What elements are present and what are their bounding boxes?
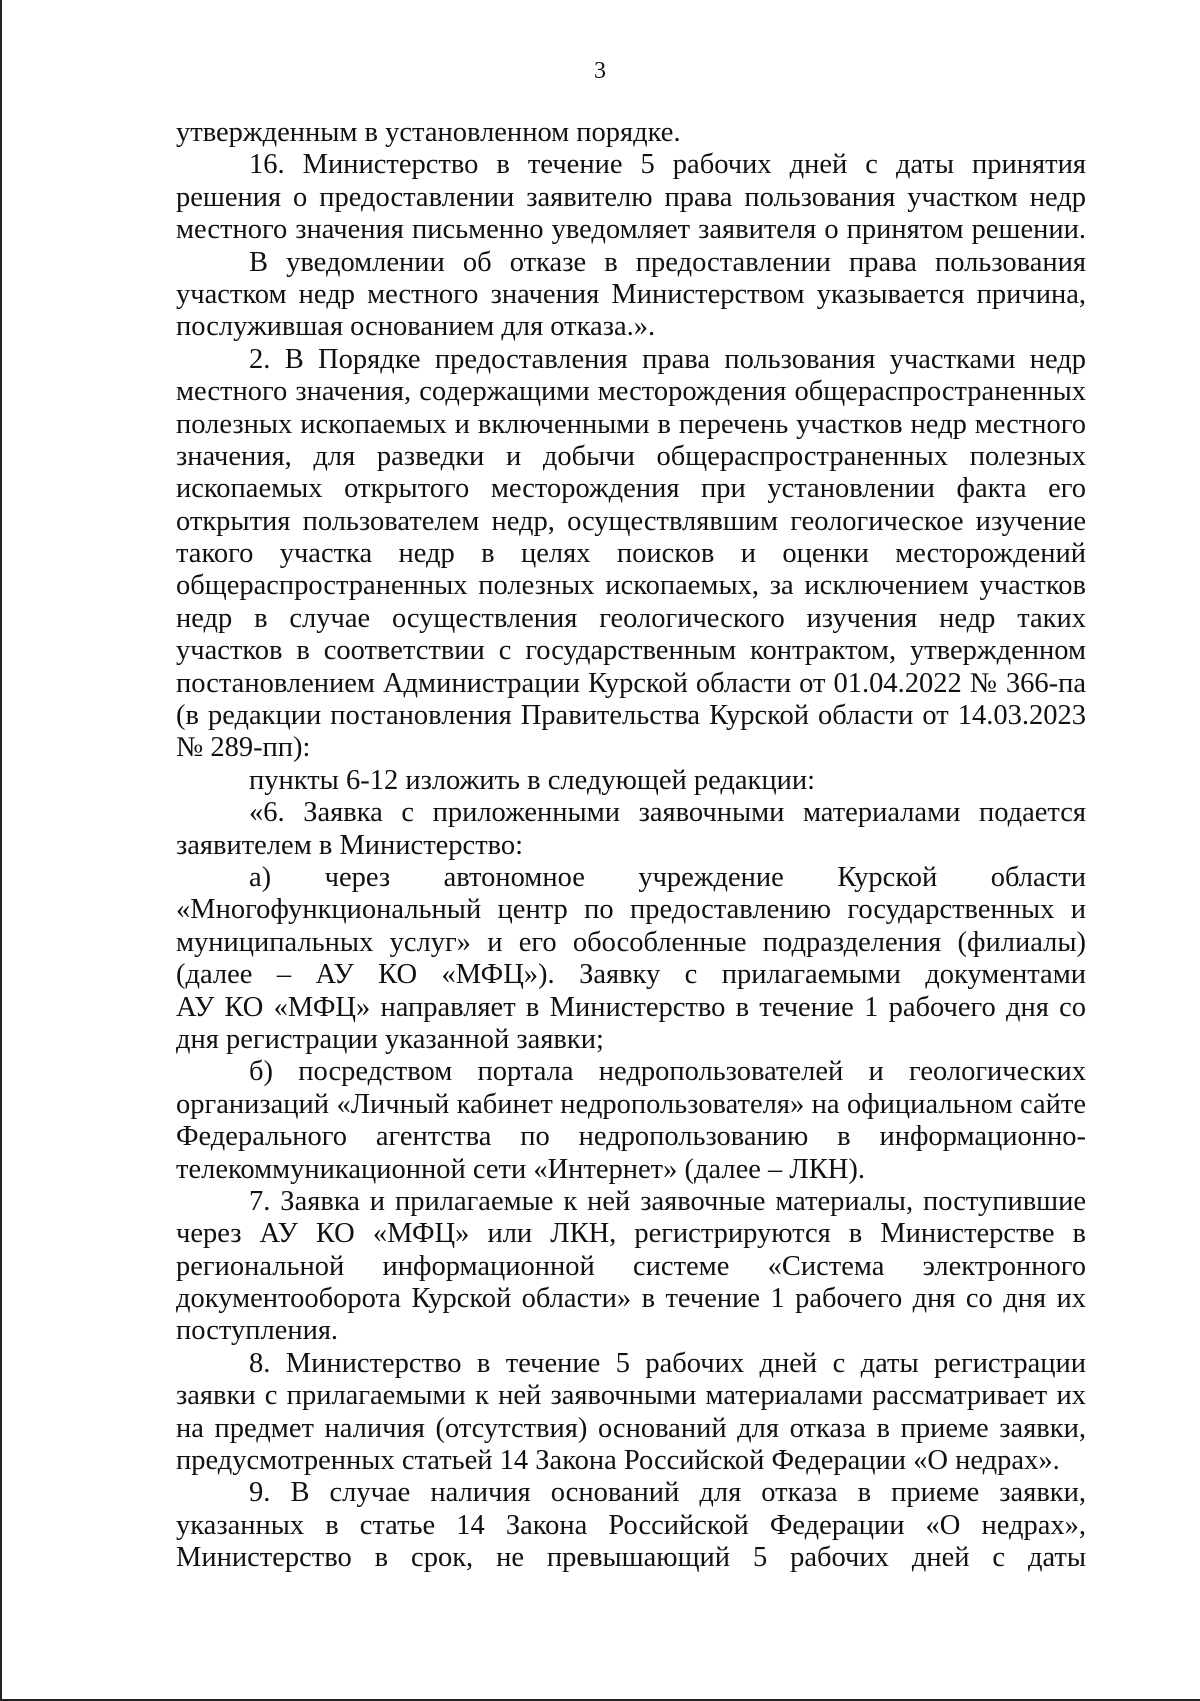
text-line: (далее – АУ КО «МФЦ»). Заявку с прилагаемыми документами	[176, 959, 1086, 991]
text-line: пункты 6-12 изложить в следующей редакции:	[249, 764, 816, 796]
text-line: дня регистрации указанной заявки;	[176, 1023, 604, 1055]
text-line: б) посредством портала недропользователей и геологических	[249, 1056, 1086, 1088]
text-line: участков в соответствии с государственным контрактом, утвержденном	[176, 635, 1086, 667]
text-line: местного значения, содержащими месторождения общераспространенных	[176, 376, 1086, 408]
text-line: ископаемых открытого месторождения при установлении факта его	[176, 473, 1086, 505]
text-line: указанных в статье 14 Закона Российской Федерации «О недрах»,	[176, 1509, 1086, 1541]
text-line: 9. В случае наличия оснований для отказа в приеме заявки,	[249, 1477, 1086, 1509]
text-line: «Многофункциональный центр по предоставлению государственных и	[176, 894, 1086, 926]
text-line: 7. Заявка и прилагаемые к ней заявочные материалы, поступившие	[249, 1185, 1086, 1217]
text-line: утвержденным в установленном порядке.	[176, 117, 681, 148]
document-body	[176, 117, 1086, 1575]
text-line: муниципальных услуг» и его обособленные подразделения (филиалы)	[176, 926, 1086, 958]
text-line: 2. В Порядке предоставления права пользования участками недр	[249, 343, 1086, 375]
text-line: через АУ КО «МФЦ» или ЛКН, регистрируются в Министерстве в	[176, 1218, 1086, 1250]
text-line: № 289-пп):	[176, 732, 311, 764]
text-line: Министерство в срок, не превышающий 5 рабочих дней с даты	[176, 1542, 1086, 1574]
text-line: заявителем в Министерство:	[176, 829, 524, 861]
text-line: (в редакции постановления Правительства Курской области от 14.03.2023	[176, 700, 1086, 732]
text-line: общераспространенных полезных ископаемых, за исключением участков	[176, 570, 1086, 602]
text-line: организаций «Личный кабинет недропользователя» на официальном сайте	[176, 1088, 1086, 1120]
text-line: заявки с прилагаемыми к ней заявочными материалами рассматривает их	[176, 1380, 1086, 1412]
text-line: Федерального агентства по недропользованию в информационно-	[176, 1121, 1086, 1153]
text-line: АУ КО «МФЦ» направляет в Министерство в течение 1 рабочего дня со	[176, 991, 1086, 1023]
text-line: В уведомлении об отказе в предоставлении права пользования	[249, 246, 1086, 278]
text-line: на предмет наличия (отсутствия) оснований для отказа в приеме заявки,	[176, 1412, 1086, 1444]
text-line: значения, для разведки и добычи общераспространенных полезных	[176, 440, 1086, 472]
text-line: предусмотренных статьей 14 Закона Российской Федерации «О недрах».	[176, 1445, 1060, 1477]
text-line: такого участка недр в целях поисков и оценки месторождений	[176, 538, 1086, 570]
text-line: поступления.	[176, 1315, 339, 1347]
text-line: документооборота Курской области» в течение 1 рабочего дня со дня их	[176, 1283, 1086, 1315]
text-line: «6. Заявка с приложенными заявочными материалами подается	[249, 797, 1086, 829]
text-line: региональной информационной системе «Система электронного	[176, 1250, 1086, 1282]
text-line: послужившая основанием для отказа.».	[176, 311, 656, 343]
page-number: 3	[594, 58, 606, 84]
text-line: местного значения письменно уведомляет заявителя о принятом решении.	[176, 214, 1086, 246]
text-line: телекоммуникационной сети «Интернет» (далее – ЛКН).	[176, 1153, 865, 1185]
text-line: решения о предоставлении заявителю права пользования участком недр	[176, 181, 1086, 213]
text-line: а) через автономное учреждение Курской области	[249, 861, 1086, 893]
text-line: открытия пользователем недр, осуществлявшим геологическое изучение	[176, 505, 1086, 537]
text-line: постановлением Администрации Курской области от 01.04.2022 № 366-па	[176, 667, 1086, 699]
text-line: 8. Министерство в течение 5 рабочих дней с даты регистрации	[249, 1347, 1086, 1379]
scan-edge-left	[0, 0, 2, 1701]
text-line: недр в случае осуществления геологического изучения недр таких	[176, 602, 1086, 634]
text-line: полезных ископаемых и включенными в перечень участков недр местного	[176, 408, 1086, 440]
text-line: 16. Министерство в течение 5 рабочих дней с даты принятия	[249, 149, 1086, 181]
text-line: участком недр местного значения Министерством указывается причина,	[176, 278, 1086, 310]
